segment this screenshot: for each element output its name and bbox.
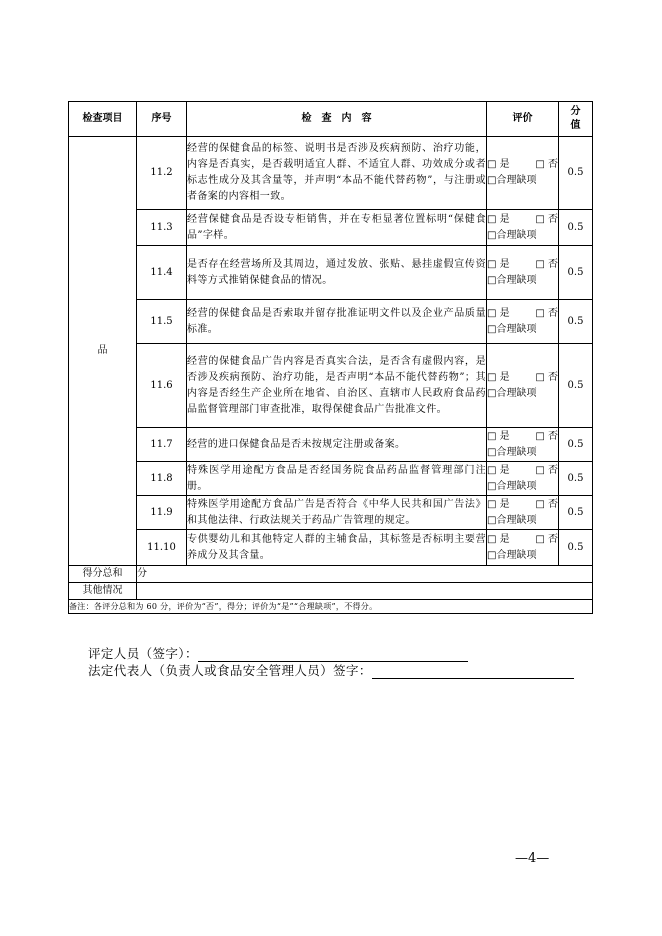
row-score: 0.5 — [559, 300, 593, 344]
header-content: 检 查 内 容 — [187, 102, 487, 137]
yes-checkbox[interactable]: □ 是 — [487, 258, 510, 270]
header-row — [69, 102, 593, 137]
no-checkbox[interactable]: □ 否 — [535, 159, 558, 170]
reasonable-missing-checkbox[interactable]: □合理缺项 — [487, 514, 537, 526]
row-eval — [487, 210, 559, 246]
total-label: 得分总和 — [69, 566, 137, 583]
table-row — [69, 496, 593, 530]
header-score-line1: 分 — [570, 106, 581, 117]
header-seq: 序号 — [137, 102, 187, 137]
row-score: 0.5 — [559, 496, 593, 530]
reasonable-missing-checkbox[interactable]: □合理缺项 — [487, 323, 537, 335]
table-row — [69, 300, 593, 344]
reasonable-missing-checkbox[interactable]: □合理缺项 — [487, 446, 537, 458]
evaluator-signature — [88, 644, 468, 662]
legal-rep-sign-line[interactable] — [372, 664, 574, 679]
table-row — [69, 210, 593, 246]
row-seq: 11.4 — [137, 246, 187, 300]
row-content: 经营的进口保健食品是否未按规定注册或备案。 — [187, 428, 487, 462]
row-score: 0.5 — [559, 210, 593, 246]
no-checkbox[interactable]: □ 否 — [535, 430, 558, 442]
page-number: —4— — [515, 851, 550, 866]
no-checkbox[interactable]: □ 否 — [535, 371, 558, 383]
row-eval — [487, 428, 559, 462]
no-checkbox[interactable]: □ 否 — [535, 258, 558, 270]
header-score-line2: 值 — [570, 120, 581, 131]
reasonable-missing-checkbox[interactable]: □合理缺项 — [487, 175, 537, 186]
row-seq: 11.7 — [137, 428, 187, 462]
note-row — [69, 600, 593, 614]
no-checkbox[interactable]: □ 否 — [535, 307, 558, 319]
other-value — [137, 583, 593, 600]
no-checkbox[interactable]: □ 否 — [535, 464, 558, 476]
legal-rep-signature — [88, 661, 574, 679]
row-score: 0.5 — [559, 462, 593, 496]
inspection-form — [68, 101, 592, 614]
header-eval: 评价 — [487, 102, 559, 137]
other-label: 其他情况 — [69, 583, 137, 600]
row-seq: 11.10 — [137, 530, 187, 566]
inspection-table — [68, 101, 593, 614]
row-seq: 11.2 — [137, 137, 187, 210]
row-content: 是否存在经营场所及其周边，通过发放、张贴、悬挂虚假宣传资料等方式推销保健食品的情况。 — [187, 246, 487, 300]
reasonable-missing-checkbox[interactable]: □合理缺项 — [487, 387, 537, 399]
table-row — [69, 344, 593, 428]
row-seq: 11.9 — [137, 496, 187, 530]
row-content: 经营的保健食品的标签、说明书是否涉及疾病预防、治疗功能，内容是否真实，是否载明适宜人群、不适宜人群、功效成分或者标志性成分及其含量等，并声明“本品不能代替药物”，与注册或者备案的内容相一致。 — [187, 137, 487, 210]
other-row — [69, 583, 593, 600]
row-seq: 11.3 — [137, 210, 187, 246]
row-eval — [487, 344, 559, 428]
no-checkbox[interactable]: □ 否 — [535, 213, 558, 225]
yes-checkbox[interactable]: □ 是 — [487, 498, 510, 510]
legal-rep-label: 法定代表人（负责人或食品安全管理人员）签字： — [88, 663, 372, 678]
yes-checkbox[interactable]: □ 是 — [487, 533, 510, 545]
no-checkbox[interactable]: □ 否 — [535, 533, 558, 545]
yes-checkbox[interactable]: □ 是 — [487, 213, 510, 225]
table-row — [69, 137, 593, 210]
note-text: 备注：各评分总和为 60 分，评价为“否”，得分；评价为“是”“合理缺项”，不得分。 — [69, 600, 593, 614]
row-score: 0.5 — [559, 137, 593, 210]
row-content: 特殊医学用途配方食品是否经国务院食品药品监督管理部门注册。 — [187, 462, 487, 496]
reasonable-missing-checkbox[interactable]: □合理缺项 — [487, 229, 537, 241]
row-content: 经营保健食品是否设专柜销售，并在专柜显著位置标明“保健食品”字样。 — [187, 210, 487, 246]
row-score: 0.5 — [559, 530, 593, 566]
row-seq: 11.5 — [137, 300, 187, 344]
table-row — [69, 428, 593, 462]
yes-checkbox[interactable]: □ 是 — [487, 159, 510, 170]
row-content: 特殊医学用途配方食品广告是否符合《中华人民共和国广告法》和其他法律、行政法规关于药品广告管理的规定。 — [187, 496, 487, 530]
row-eval — [487, 530, 559, 566]
yes-checkbox[interactable]: □ 是 — [487, 464, 510, 476]
evaluator-sign-line[interactable] — [198, 647, 468, 662]
table-row — [69, 246, 593, 300]
reasonable-missing-checkbox[interactable]: □合理缺项 — [487, 480, 537, 492]
category-cell: 品 — [69, 137, 137, 566]
row-content: 专供婴幼儿和其他特定人群的主辅食品，其标签是否标明主要营养成分及其含量。 — [187, 530, 487, 566]
header-score — [559, 102, 593, 137]
reasonable-missing-checkbox[interactable]: □合理缺项 — [487, 549, 537, 561]
yes-checkbox[interactable]: □ 是 — [487, 307, 510, 319]
no-checkbox[interactable]: □ 否 — [535, 498, 558, 510]
total-unit: 分 — [137, 566, 593, 583]
row-seq: 11.8 — [137, 462, 187, 496]
row-eval — [487, 300, 559, 344]
table-row — [69, 530, 593, 566]
yes-checkbox[interactable]: □ 是 — [487, 371, 510, 383]
row-score: 0.5 — [559, 428, 593, 462]
yes-checkbox[interactable]: □ 是 — [487, 430, 510, 442]
header-item: 检查项目 — [69, 102, 137, 137]
table-row — [69, 462, 593, 496]
row-score: 0.5 — [559, 344, 593, 428]
row-eval — [487, 462, 559, 496]
row-content: 经营的保健食品广告内容是否真实合法，是否含有虚假内容，是否涉及疾病预防、治疗功能，是否声明“本品不能代替药物”；其内容是否经生产企业所在地省、自治区、直辖市人民政府食品药品监督管理部门审查批准，取得保健食品广告批准文件。 — [187, 344, 487, 428]
row-eval — [487, 137, 559, 210]
row-eval — [487, 246, 559, 300]
row-content: 经营的保健食品是否索取并留存批准证明文件以及企业产品质量标准。 — [187, 300, 487, 344]
row-eval — [487, 496, 559, 530]
evaluator-label: 评定人员（签字）： — [88, 646, 198, 661]
total-row — [69, 566, 593, 583]
row-seq: 11.6 — [137, 344, 187, 428]
reasonable-missing-checkbox[interactable]: □合理缺项 — [487, 274, 537, 286]
row-score: 0.5 — [559, 246, 593, 300]
